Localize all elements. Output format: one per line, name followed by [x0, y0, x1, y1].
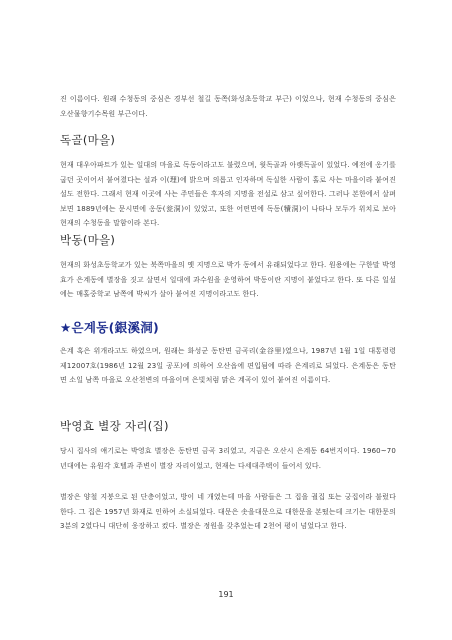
paragraph-villa-2: 별장은 양철 지붕으로 된 단층이었고, 방이 네 개였는데 마을 사람들은 그 집을 궐집 또는 궁집이라 불렀다 한다. 그 집은 1957년 화재로 인하여 소실되었다. 대문은 솟을대문으로 대한문을 본떴는데 크기는 대한문의 3분의 2였다니 대단히 웅장하고 컸다. 별장은 정원을 갖추었는데 2천여 평이 넘었다고 한다. — [60, 493, 396, 531]
intro-paragraph: 진 이름이다. 원래 수청동의 중심은 경부선 철길 동쪽(화성초등학교 부근) 이었으나, 현재 수청동의 중심은 오산물향기수목원 부근이다. — [60, 95, 396, 118]
section-heading-dokgol: 독골(마을) — [60, 133, 116, 147]
section-heading-villa: 박영효 별장 자리(집) — [60, 419, 169, 433]
section-heading-bakdong: 박동(마을) — [60, 233, 116, 247]
page-number: 191 — [218, 590, 234, 599]
section-heading-eungyedong: ★은계동(銀溪洞) — [60, 320, 160, 335]
paragraph-dokgol: 현재 대우아파트가 있는 일대의 마을로 독동이라고도 불렸으며, 윗독골과 아랫독골이 있었다. 예전에 옹기를 굽던 곳이어서 붙여졌다는 설과 이(理)에 밝으며 의롭고 인자하며 독실한 사람이 홀로 사는 마을이라 붙여진 설도 전한다. 그래서 현재 이곳에 사는 주민들은 후자의 지명을 전설로 삼고 싶어한다. 그러나 본한에서 살펴보면 1889년에는 문시면에 옹동(瓮洞)이 있었고, 또한 어떤면에 독동(犢洞)이 나타나 모두가 위치로 보아 현재의 수청동을 말함이라 본다. — [60, 161, 396, 228]
paragraph-bakdong: 현재의 화성초등학교가 있는 북쪽마을의 옛 지명으로 박가 동에서 유래되었다고 한다. 원용에는 구한말 박영효가 은계동에 별장을 짓고 살면서 일대에 과수원을 운영하여 박동이란 지명이 붙었다고 한다. 또 다른 일설에는 매홀중학교 남쪽에 박씨가 살아 붙여진 지명이라고도 한다. — [60, 261, 396, 299]
paragraph-villa-1: 당시 집사의 얘기로는 박영효 별장은 동탄면 금곡 3리였고, 지금은 오산시 은계동 64번지이다. 1960~70년대에는 유원각 호텔과 주변이 별장 자리이었고, 현재는 다세대주택이 들어서 있다. — [60, 447, 396, 470]
paragraph-eungyedong: 은계 혹은 위개라고도 하였으며, 원래는 화성군 동탄면 금곡리(金谷里)였으나, 1987년 1월 1일 대통령령 제12007호(1986년 12월 23일 공포)에 의하여 오산읍에 편입됨에 따라 은계리로 되었다. 은계동은 동탄면 소일 남쪽 마을로 오산천변의 마을이며 은빛처럼 맑은 계곡이 있어 붙여진 이름이다. — [60, 347, 396, 385]
